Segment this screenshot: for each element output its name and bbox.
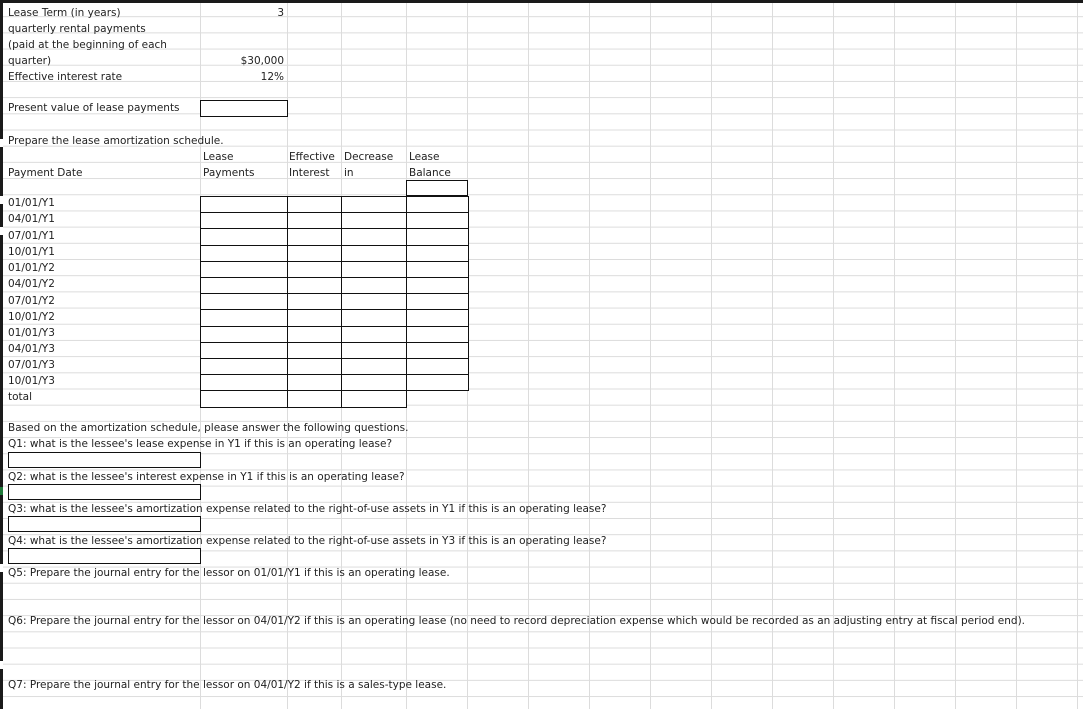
question-7: Q7: Prepare the journal entry for the lessor on 04/01/Y2 if this is a sales-type lease. xyxy=(8,679,447,691)
schedule-cell[interactable] xyxy=(287,342,342,359)
schedule-cell[interactable] xyxy=(287,326,342,343)
selected-row-mark xyxy=(0,487,3,495)
payment-date: 07/01/Y3 xyxy=(8,359,55,371)
schedule-cell[interactable] xyxy=(341,196,407,213)
total-cell[interactable] xyxy=(341,390,407,407)
header-lease-line2: Payments xyxy=(203,167,255,179)
answer-q4-input[interactable] xyxy=(8,548,201,564)
question-2: Q2: what is the lessee's interest expense in Y1 if this is an operating lease? xyxy=(8,471,405,483)
schedule-cell[interactable] xyxy=(406,245,469,262)
column-gridline xyxy=(955,0,956,709)
total-cell[interactable] xyxy=(200,390,288,407)
rental-label-line2: (paid at the beginning of each xyxy=(8,39,167,51)
header-payment-date: Payment Date xyxy=(8,167,83,179)
header-effective-line2: Interest xyxy=(289,167,330,179)
row-header-edge xyxy=(0,0,3,709)
schedule-cell[interactable] xyxy=(341,358,407,375)
schedule-instruction: Prepare the lease amortization schedule. xyxy=(8,135,224,147)
schedule-cell[interactable] xyxy=(200,196,288,213)
schedule-cell[interactable] xyxy=(287,196,342,213)
column-gridline xyxy=(772,0,773,709)
schedule-cell[interactable] xyxy=(341,245,407,262)
question-6: Q6: Prepare the journal entry for the lessor on 04/01/Y2 if this is an operating lease (no need to record depreciation expense which would be recorded as an adjusting entry at fiscal period end). xyxy=(8,615,1026,627)
schedule-cell[interactable] xyxy=(341,342,407,359)
schedule-cell[interactable] xyxy=(406,261,469,278)
schedule-cell[interactable] xyxy=(406,309,469,326)
interest-rate-label: Effective interest rate xyxy=(8,71,123,83)
schedule-cell[interactable] xyxy=(200,212,288,229)
schedule-cell[interactable] xyxy=(406,358,469,375)
column-gridline xyxy=(711,0,712,709)
payment-date: 01/01/Y3 xyxy=(8,327,55,339)
schedule-cell[interactable] xyxy=(287,309,342,326)
rental-label-line3: quarter) xyxy=(8,55,52,67)
total-label: total xyxy=(8,391,33,403)
schedule-cell[interactable] xyxy=(200,309,288,326)
schedule-cell[interactable] xyxy=(200,293,288,310)
schedule-cell[interactable] xyxy=(200,342,288,359)
payment-date: 01/01/Y2 xyxy=(8,262,55,274)
schedule-cell[interactable] xyxy=(287,277,342,294)
header-lease-line1: Lease xyxy=(203,151,234,163)
lease-term-label: Lease Term (in years) xyxy=(8,7,121,19)
schedule-cell[interactable] xyxy=(287,358,342,375)
question-1: Q1: what is the lessee's lease expense in Y1 if this is an operating lease? xyxy=(8,438,393,450)
schedule-cell[interactable] xyxy=(341,212,407,229)
payment-date: 10/01/Y1 xyxy=(8,246,55,258)
present-value-input[interactable] xyxy=(200,100,288,117)
schedule-cell[interactable] xyxy=(287,293,342,310)
column-gridline xyxy=(650,0,651,709)
schedule-cell[interactable] xyxy=(406,374,469,391)
schedule-cell[interactable] xyxy=(406,228,469,245)
schedule-cell[interactable] xyxy=(200,245,288,262)
balance-initial-cell[interactable] xyxy=(406,180,468,196)
payment-date: 10/01/Y2 xyxy=(8,311,55,323)
payment-date: 04/01/Y2 xyxy=(8,278,55,290)
schedule-cell[interactable] xyxy=(287,245,342,262)
schedule-cell[interactable] xyxy=(200,261,288,278)
row-edge-mark xyxy=(0,227,3,235)
header-effective-line1: Effective xyxy=(289,151,335,163)
total-cell[interactable] xyxy=(287,390,342,407)
payment-date: 10/01/Y3 xyxy=(8,375,55,387)
schedule-cell[interactable] xyxy=(200,326,288,343)
schedule-cell[interactable] xyxy=(406,293,469,310)
header-decrease-line2: in xyxy=(344,167,354,179)
schedule-cell[interactable] xyxy=(406,212,469,229)
schedule-cell[interactable] xyxy=(200,374,288,391)
schedule-cell[interactable] xyxy=(287,212,342,229)
header-balance-line1: Lease xyxy=(409,151,440,163)
present-value-label: Present value of lease payments xyxy=(8,102,180,114)
column-gridline xyxy=(1016,0,1017,709)
column-gridline xyxy=(589,0,590,709)
question-4: Q4: what is the lessee's amortization expense related to the right-of-use assets in Y3 if this is an operating lease? xyxy=(8,535,607,547)
schedule-cell[interactable] xyxy=(406,342,469,359)
schedule-cell[interactable] xyxy=(406,196,469,213)
schedule-cell[interactable] xyxy=(200,228,288,245)
schedule-cell[interactable] xyxy=(341,228,407,245)
schedule-cell[interactable] xyxy=(287,228,342,245)
question-5: Q5: Prepare the journal entry for the lessor on 01/01/Y1 if this is an operating lease. xyxy=(8,567,450,579)
column-gridline xyxy=(833,0,834,709)
schedule-cell[interactable] xyxy=(287,261,342,278)
column-gridline xyxy=(528,0,529,709)
schedule-cell[interactable] xyxy=(341,374,407,391)
schedule-cell[interactable] xyxy=(341,277,407,294)
lease-term-value[interactable]: 3 xyxy=(277,7,284,19)
header-balance-line2: Balance xyxy=(409,167,451,179)
rental-label-line1: quarterly rental payments xyxy=(8,23,146,35)
row-edge-mark xyxy=(0,564,3,572)
payment-date: 04/01/Y3 xyxy=(8,343,55,355)
row-edge-mark xyxy=(0,661,3,669)
column-gridline xyxy=(1077,0,1078,709)
schedule-cell[interactable] xyxy=(406,277,469,294)
header-decrease-line1: Decrease xyxy=(344,151,394,163)
schedule-cell[interactable] xyxy=(341,309,407,326)
schedule-cell[interactable] xyxy=(406,326,469,343)
question-3: Q3: what is the lessee's amortization expense related to the right-of-use assets in Y1 if this is an operating lease? xyxy=(8,503,607,515)
payment-date: 01/01/Y1 xyxy=(8,197,55,209)
payment-date: 07/01/Y1 xyxy=(8,230,55,242)
window-top-border xyxy=(0,0,1083,3)
answer-q3-input[interactable] xyxy=(8,516,201,532)
answer-q2-input[interactable] xyxy=(8,484,201,500)
schedule-cell[interactable] xyxy=(287,374,342,391)
schedule-cell[interactable] xyxy=(200,277,288,294)
payment-date: 07/01/Y2 xyxy=(8,295,55,307)
column-gridline xyxy=(894,0,895,709)
interest-rate-value[interactable]: 12% xyxy=(260,71,284,83)
schedule-cell[interactable] xyxy=(341,293,407,310)
row-edge-mark xyxy=(0,139,3,147)
schedule-cell[interactable] xyxy=(200,358,288,375)
rental-value[interactable]: $30,000 xyxy=(240,55,284,67)
schedule-cell[interactable] xyxy=(341,261,407,278)
answer-q1-input[interactable] xyxy=(8,452,201,468)
row-edge-mark xyxy=(0,196,3,204)
payment-date: 04/01/Y1 xyxy=(8,213,55,225)
questions-intro: Based on the amortization schedule, please answer the following questions. xyxy=(8,422,409,434)
schedule-cell[interactable] xyxy=(341,326,407,343)
